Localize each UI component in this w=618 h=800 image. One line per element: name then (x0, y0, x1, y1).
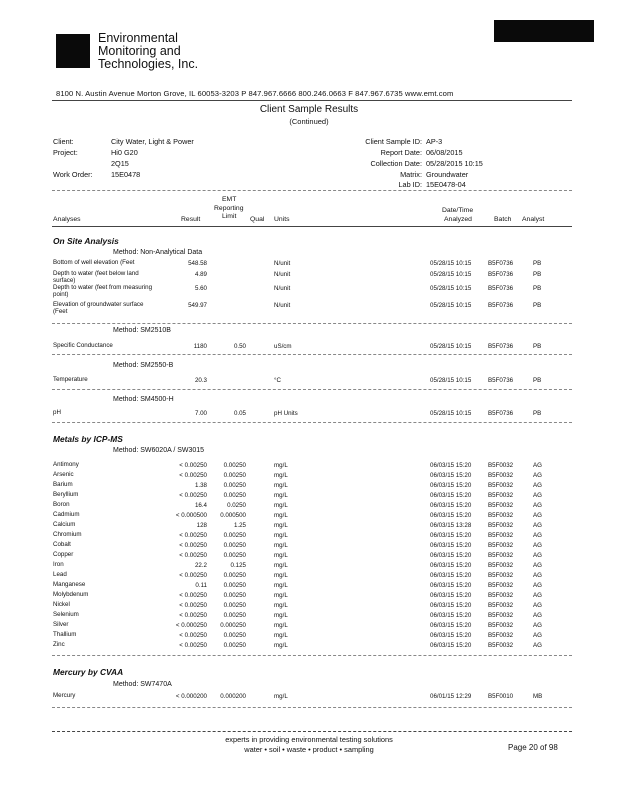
cell-batch: B5F0032 (488, 512, 514, 519)
result-row (0, 522, 618, 532)
method-divider (52, 354, 572, 355)
project-value-2: 2Q15 (111, 159, 129, 168)
cell-batch: B5F0736 (488, 302, 514, 309)
cell-analyst: AG (533, 482, 542, 489)
section-metals-title: Metals by ICP-MS (53, 434, 123, 444)
cell-units: mg/L (274, 462, 288, 469)
cell-result: < 0.00250 (179, 462, 207, 469)
cell-limit: 0.125 (230, 562, 246, 569)
cell-units: mg/L (274, 512, 288, 519)
cell-date: 06/03/15 15:20 (430, 532, 472, 539)
result-row (0, 260, 618, 270)
method-divider (52, 389, 572, 390)
workorder-value: 15E0478 (111, 170, 141, 179)
cell-batch: B5F0032 (488, 572, 514, 579)
cell-limit: 0.000200 (220, 693, 246, 700)
method-label: Method: SW7470A (113, 681, 172, 688)
cell-date: 06/03/15 15:20 (430, 592, 472, 599)
cell-analyst: AG (533, 492, 542, 499)
cell-date: 05/28/15 10:15 (430, 343, 472, 350)
cell-analyst: AG (533, 512, 542, 519)
method-label: Method: SW6020A / SW3015 (113, 447, 205, 454)
result-row (0, 502, 618, 512)
cell-result: < 0.000250 (175, 622, 207, 629)
result-row (0, 612, 618, 622)
collection-date-label: Collection Date: (370, 159, 422, 168)
cell-analyte: Antimony (53, 461, 79, 468)
cell-date: 06/03/15 13:28 (430, 522, 472, 529)
cell-analyte: pH (53, 409, 61, 416)
col-emt: EMT (222, 196, 237, 203)
cell-batch: B5F0032 (488, 642, 514, 649)
cell-analyte: Barium (53, 481, 73, 488)
cell-date: 06/03/15 15:20 (430, 622, 472, 629)
workorder-label: Work Order: (53, 170, 93, 179)
method-divider (52, 422, 572, 423)
cell-date: 06/03/15 15:20 (430, 492, 472, 499)
cell-result: < 0.00250 (179, 602, 207, 609)
cell-batch: B5F0736 (488, 377, 514, 384)
footer-tagline: experts in providing environmental testing solutions (225, 735, 393, 744)
collection-date-value: 05/28/2015 10:15 (426, 159, 483, 168)
cell-analyst: AG (533, 472, 542, 479)
cell-limit: 0.00250 (223, 532, 246, 539)
cell-limit: 0.00250 (223, 612, 246, 619)
cell-result: < 0.00250 (179, 612, 207, 619)
cell-analyte: Specific Conductance (53, 342, 113, 349)
cell-analyte: Zinc (53, 641, 65, 648)
header-rule (52, 100, 572, 101)
method-divider (52, 323, 572, 324)
cell-limit: 0.00250 (223, 492, 246, 499)
cell-analyst: AG (533, 642, 542, 649)
cell-analyst: AG (533, 572, 542, 579)
project-label: Project: (53, 148, 78, 157)
cell-limit: 0.00250 (223, 632, 246, 639)
cell-analyte: Copper (53, 551, 74, 558)
cell-batch: B5F0032 (488, 522, 514, 529)
cell-analyst: AG (533, 582, 542, 589)
cell-result: 549.97 (188, 302, 207, 309)
result-row (0, 552, 618, 562)
cell-analyte: Cadmium (53, 511, 80, 518)
cell-analyst: AG (533, 622, 542, 629)
cell-analyte: Temperature (53, 376, 88, 383)
cell-result: < 0.00250 (179, 542, 207, 549)
cell-analyst: MB (533, 693, 543, 700)
cell-units: mg/L (274, 582, 288, 589)
cell-analyst: PB (533, 343, 542, 350)
cell-analyte: Selenium (53, 611, 79, 618)
cell-analyte: Depth to water (feet from measuring point) (53, 284, 153, 298)
cell-analyst: AG (533, 592, 542, 599)
cell-result: 22.2 (194, 562, 207, 569)
result-row (0, 492, 618, 502)
result-row (0, 693, 618, 703)
cell-limit: 0.000500 (220, 512, 246, 519)
cell-limit: 0.50 (233, 343, 246, 350)
report-date-value: 06/08/2015 (426, 148, 463, 157)
cell-analyte: Calcium (53, 521, 76, 528)
page-subtitle: (Continued) (289, 117, 329, 126)
cell-units: mg/L (274, 592, 288, 599)
result-row (0, 284, 618, 298)
result-row (0, 642, 618, 652)
cell-batch: B5F0010 (488, 693, 514, 700)
cell-units: mg/L (274, 472, 288, 479)
cell-analyte: Boron (53, 501, 70, 508)
cell-result: 0.11 (195, 582, 207, 589)
cell-limit: 0.000250 (220, 622, 246, 629)
result-row (0, 343, 618, 353)
col-analyzed: Analyzed (444, 216, 472, 223)
cell-date: 06/03/15 15:20 (430, 482, 472, 489)
method-label: Method: Non-Analytical Data (113, 249, 203, 256)
cell-limit: 0.00250 (223, 592, 246, 599)
cell-analyst: PB (533, 410, 542, 417)
cell-date: 05/28/15 10:15 (430, 377, 472, 384)
cell-date: 06/03/15 15:20 (430, 502, 472, 509)
section-onsite-title: On Site Analysis (53, 236, 119, 246)
cell-batch: B5F0736 (488, 260, 514, 267)
cell-analyte: Arsenic (53, 471, 74, 478)
cell-units: mg/L (274, 642, 288, 649)
cell-analyte: Beryllium (53, 491, 79, 498)
cell-batch: B5F0032 (488, 462, 514, 469)
result-row (0, 542, 618, 552)
method-label: Method: SM2510B (113, 327, 171, 334)
footer-services: water • soil • waste • product • sampling (244, 745, 374, 754)
cell-analyte: Bottom of well elevation (Feet (53, 259, 135, 266)
cell-limit: 0.00250 (223, 472, 246, 479)
result-row (0, 472, 618, 482)
cell-result: < 0.000500 (175, 512, 207, 519)
cell-date: 05/28/15 10:15 (430, 285, 472, 292)
cell-limit: 1.25 (233, 522, 246, 529)
redaction-box (494, 20, 594, 42)
cell-result: 548.58 (188, 260, 207, 267)
cell-analyte: Manganese (53, 581, 86, 588)
cell-batch: B5F0032 (488, 542, 514, 549)
info-divider (52, 190, 572, 191)
cell-units: pH Units (274, 410, 298, 417)
cell-result: < 0.00250 (179, 552, 207, 559)
cell-result: < 0.00250 (179, 532, 207, 539)
cell-analyte: Thallium (53, 631, 77, 638)
sample-id-label: Client Sample ID: (365, 137, 422, 146)
cell-batch: B5F0032 (488, 622, 514, 629)
cell-date: 05/28/15 10:15 (430, 302, 472, 309)
cell-units: mg/L (274, 562, 288, 569)
cell-limit: 0.00250 (223, 602, 246, 609)
client-value: City Water, Light & Power (111, 137, 194, 146)
cell-limit: 0.05 (233, 410, 246, 417)
cell-analyst: AG (533, 532, 542, 539)
method-label: Method: SM2550-B (113, 362, 174, 369)
cell-units: mg/L (274, 612, 288, 619)
cell-units: mg/L (274, 492, 288, 499)
cell-analyte: Mercury (53, 692, 76, 699)
cell-units: mg/L (274, 622, 288, 629)
cell-result: < 0.00250 (179, 632, 207, 639)
result-row (0, 582, 618, 592)
cell-limit: 0.00250 (223, 572, 246, 579)
sample-id-value: AP-3 (426, 137, 443, 146)
cell-result: 1180 (193, 343, 207, 350)
col-analyst: Analyst (522, 216, 545, 223)
cell-result: < 0.00250 (179, 472, 207, 479)
cell-analyst: AG (533, 602, 542, 609)
cell-analyst: PB (533, 271, 542, 278)
cell-result: 1.38 (194, 482, 207, 489)
cell-units: mg/L (274, 572, 288, 579)
company-address: 8100 N. Austin Avenue Morton Grove, IL 60053-3203 P 847.967.6666 800.246.0663 F 847.967.6735 www.emt.com (56, 89, 454, 98)
cell-result: 7.00 (194, 410, 207, 417)
cell-limit: 0.00250 (223, 462, 246, 469)
cell-date: 06/03/15 15:20 (430, 512, 472, 519)
cell-date: 06/03/15 15:20 (430, 642, 472, 649)
cell-units: mg/L (274, 532, 288, 539)
cell-date: 06/03/15 15:20 (430, 632, 472, 639)
cell-result: 16.4 (194, 502, 207, 509)
cell-units: mg/L (274, 542, 288, 549)
cell-batch: B5F0032 (488, 582, 514, 589)
cell-analyte: Silver (53, 621, 69, 628)
lab-id-label: Lab ID: (398, 180, 422, 189)
lab-id-value: 15E0478-04 (426, 180, 466, 189)
method-label: Method: SM4500-H (113, 396, 174, 403)
result-row (0, 482, 618, 492)
project-value: Hi0 G20 (111, 148, 138, 157)
company-name (98, 32, 198, 71)
cell-batch: B5F0032 (488, 472, 514, 479)
cell-date: 06/03/15 15:20 (430, 472, 472, 479)
col-batch: Batch (494, 216, 512, 223)
cell-units: uS/cm (274, 343, 292, 350)
cell-analyte: Molybdenum (53, 591, 89, 598)
cell-batch: B5F0032 (488, 502, 514, 509)
column-header-rule (52, 226, 572, 227)
method-divider (52, 655, 572, 656)
section-mercury-title: Mercury by CVAA (53, 667, 124, 677)
cell-date: 06/03/15 15:20 (430, 612, 472, 619)
cell-analyte: Nickel (53, 601, 70, 608)
cell-limit: 0.00250 (223, 542, 246, 549)
cell-date: 06/03/15 15:20 (430, 562, 472, 569)
cell-limit: 0.00250 (223, 582, 246, 589)
cell-analyst: AG (533, 542, 542, 549)
cell-analyte: Iron (53, 561, 64, 568)
company-name-line: Monitoring and (98, 44, 181, 58)
cell-units: N/unit (274, 285, 291, 292)
col-qual: Qual (250, 216, 265, 223)
cell-result: < 0.00250 (179, 572, 207, 579)
footer-rule (52, 731, 572, 732)
cell-units: mg/L (274, 522, 288, 529)
company-name-line: Technologies, Inc. (98, 57, 199, 71)
client-label: Client: (53, 137, 74, 146)
result-row (0, 622, 618, 632)
cell-result: 128 (196, 522, 207, 529)
company-logo-square (56, 34, 90, 68)
cell-units: mg/L (274, 482, 288, 489)
cell-batch: B5F0032 (488, 562, 514, 569)
cell-limit: 0.0250 (227, 502, 246, 509)
cell-batch: B5F0032 (488, 632, 514, 639)
col-limit: Limit (222, 213, 237, 220)
cell-analyst: AG (533, 632, 542, 639)
cell-limit: 0.00250 (223, 482, 246, 489)
cell-date: 05/28/15 10:15 (430, 410, 472, 417)
cell-batch: B5F0032 (488, 552, 514, 559)
col-reporting: Reporting (214, 205, 244, 212)
cell-analyst: AG (533, 462, 542, 469)
cell-batch: B5F0032 (488, 612, 514, 619)
cell-analyte: Cobalt (53, 541, 71, 548)
col-analyses: Analyses (53, 216, 81, 223)
cell-result: < 0.00250 (179, 592, 207, 599)
cell-batch: B5F0032 (488, 602, 514, 609)
matrix-label: Matrix: (400, 170, 422, 179)
result-row (0, 532, 618, 542)
cell-limit: 0.00250 (223, 552, 246, 559)
cell-units: °C (274, 377, 281, 384)
cell-date: 06/03/15 15:20 (430, 602, 472, 609)
cell-date: 06/03/15 15:20 (430, 542, 472, 549)
cell-analyst: AG (533, 522, 542, 529)
company-name-line: Environmental (98, 31, 178, 45)
cell-batch: B5F0032 (488, 482, 514, 489)
cell-analyst: AG (533, 502, 542, 509)
cell-analyte: Depth to water (feet below land surface) (53, 270, 139, 284)
result-row (0, 410, 618, 420)
cell-analyte: Lead (53, 571, 67, 578)
cell-analyte: Chromium (53, 531, 82, 538)
cell-result: 5.60 (194, 285, 207, 292)
cell-date: 06/01/15 12:29 (430, 693, 472, 700)
cell-analyst: AG (533, 612, 542, 619)
cell-date: 05/28/15 10:15 (430, 260, 472, 267)
cell-units: mg/L (274, 602, 288, 609)
result-row (0, 301, 618, 315)
cell-batch: B5F0736 (488, 343, 514, 350)
cell-batch: B5F0032 (488, 532, 514, 539)
col-datetime: Date/Time (442, 207, 474, 214)
cell-batch: B5F0736 (488, 285, 514, 292)
cell-analyst: PB (533, 377, 542, 384)
cell-batch: B5F0032 (488, 492, 514, 499)
cell-units: mg/L (274, 552, 288, 559)
col-result: Result (181, 216, 201, 223)
result-row (0, 572, 618, 582)
cell-date: 06/03/15 15:20 (430, 572, 472, 579)
cell-result: 4.89 (194, 271, 207, 278)
page-title: Client Sample Results (259, 104, 359, 115)
report-date-label: Report Date: (380, 148, 422, 157)
cell-batch: B5F0736 (488, 410, 514, 417)
result-row (0, 377, 618, 387)
cell-units: N/unit (274, 302, 291, 309)
cell-units: N/unit (274, 271, 291, 278)
result-row (0, 562, 618, 572)
cell-analyst: AG (533, 552, 542, 559)
cell-batch: B5F0032 (488, 592, 514, 599)
cell-units: N/unit (274, 260, 291, 267)
cell-result: < 0.000200 (175, 693, 207, 700)
result-row (0, 632, 618, 642)
cell-analyte: Elevation of groundwater surface (Feet (53, 301, 144, 315)
cell-analyst: PB (533, 285, 542, 292)
cell-date: 06/03/15 15:20 (430, 552, 472, 559)
cell-batch: B5F0736 (488, 271, 514, 278)
cell-analyst: PB (533, 302, 542, 309)
result-row (0, 512, 618, 522)
cell-result: < 0.00250 (179, 492, 207, 499)
result-row (0, 462, 618, 472)
matrix-value: Groundwater (426, 170, 469, 179)
cell-limit: 0.00250 (223, 642, 246, 649)
result-row (0, 592, 618, 602)
cell-result: 20.3 (194, 377, 207, 384)
cell-units: mg/L (274, 632, 288, 639)
cell-analyst: PB (533, 260, 542, 267)
cell-date: 06/03/15 15:20 (430, 462, 472, 469)
col-units: Units (274, 216, 290, 223)
cell-analyst: AG (533, 562, 542, 569)
result-row (0, 602, 618, 612)
cell-date: 06/03/15 15:20 (430, 582, 472, 589)
result-row (0, 270, 618, 284)
method-divider (52, 707, 572, 708)
cell-result: < 0.00250 (179, 642, 207, 649)
cell-units: mg/L (274, 502, 288, 509)
cell-units: mg/L (274, 693, 288, 700)
cell-date: 05/28/15 10:15 (430, 271, 472, 278)
page-number: Page 20 of 98 (508, 743, 558, 752)
